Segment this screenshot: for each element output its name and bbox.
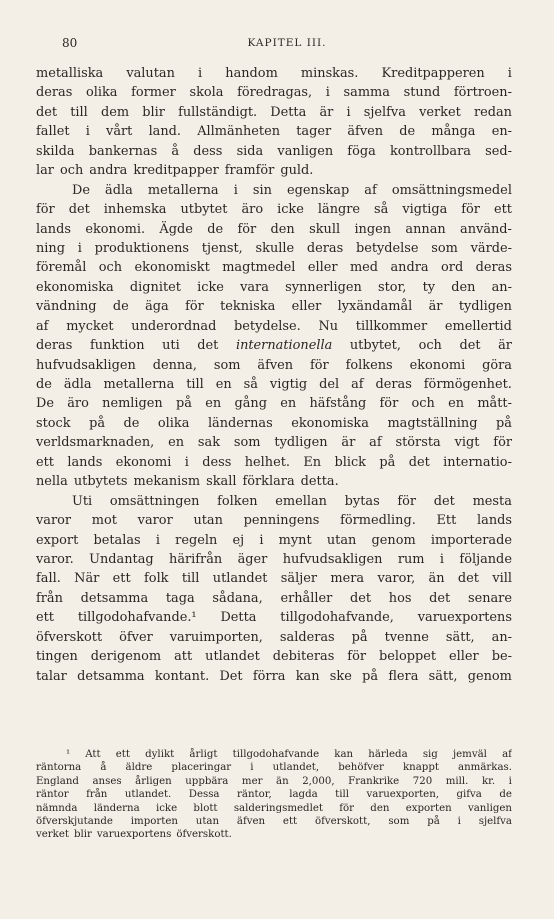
text-line: hufvudsakligen denna, som äfven för folkens ekonomi göra xyxy=(36,357,512,373)
text-line: de ädla metallerna till en så vigtig del af deras förmögenhet. xyxy=(36,377,512,392)
text-line: från detsamma taga sådana, erhåller det hos det senare xyxy=(36,590,512,606)
page-number: 80 xyxy=(62,36,78,50)
text-line: deras olika former skola föredragas, i samma stund förtroen- xyxy=(36,85,512,101)
text-line: verldsmarknaden, en sak som tydligen är af största vigt för xyxy=(36,435,512,451)
text-line: ett lands ekonomi i dess helhet. En blick på det internatio- xyxy=(36,454,512,470)
text-line: export betalas i regeln ej i mynt utan genom importerade xyxy=(36,532,512,548)
footnote xyxy=(36,748,512,842)
footnote-line: räntorna å äldre placeringar i utlandet, behöfver knappt anmärkas. xyxy=(36,762,512,774)
text-line: skilda bankernas å dess sida vanligen föga kontrollbara sed- xyxy=(36,143,512,159)
footnote-line: räntor från utlandet. Dessa räntor, lagda till varuexporten, gifva de xyxy=(36,789,512,801)
body-text xyxy=(36,64,512,686)
text-line: ett tillgodohafvande.¹ Detta tillgodohafvande, varuexportens xyxy=(36,610,512,626)
footnote-line: öfverskjutande importen utan äfven ett öfverskott, som på i sjelfva xyxy=(36,815,512,827)
text-line: stock på de olika ländernas ekonomiska magtställning på xyxy=(36,415,512,431)
footnote-line: England anses årligen uppbära mer än 2,000, Frankrike 720 mill. kr. i xyxy=(36,775,512,787)
text-line: varor mot varor utan penningens förmedling. Ett lands xyxy=(36,513,512,529)
text-line: deras funktion uti det internationella utbytet, och det är xyxy=(36,338,512,354)
text-line: för det inhemska utbytet äro icke längre så vigtiga för ett xyxy=(36,202,512,218)
text-line: tingen derigenom att utlandet debiteras för beloppet eller be- xyxy=(36,649,512,665)
text-line: lands ekonomi. Ägde de för den skull ingen annan använd- xyxy=(36,221,512,237)
footnote-line: ¹ Att ett dylikt årligt tillgodohafvande kan härleda sig jemväl af xyxy=(66,749,512,760)
footnote-line: nämnda länderna icke blott salderingsmedlet för den exporten vanligen xyxy=(36,802,512,814)
text-line: lar och andra kreditpapper framför guld. xyxy=(36,163,314,179)
text-line: varor. Undantag härifrån äger hufvudsakligen rum i följande xyxy=(36,551,512,567)
text-line: det till dem blir fullständigt. Detta är i sjelfva verket redan xyxy=(36,104,512,120)
text-line: ekonomiska dignitet icke vara synnerligen stor, ty den an- xyxy=(36,279,512,295)
page-header xyxy=(62,36,512,52)
running-head: KAPITEL III. xyxy=(247,37,327,49)
text-line: öfverskott öfver varuimporten, salderas på tvenne sätt, an- xyxy=(36,629,512,645)
text-line: föremål och ekonomiskt magtmedel eller med andra ord deras xyxy=(36,260,512,276)
footnote-line: verket blir varuexportens öfverskott. xyxy=(36,829,232,841)
text-line: Uti omsättningen folken emellan bytas för det mesta xyxy=(72,493,512,509)
text-line: De ädla metallerna i sin egenskap af omsättningsmedel xyxy=(72,182,512,198)
text-line: ning i produktionens tjenst, skulle deras betydelse som värde- xyxy=(36,240,512,256)
text-line: De äro nemligen på en gång en häfstång för och en mått- xyxy=(36,396,512,412)
text-line: talar detsamma kontant. Det förra kan ske på flera sätt, genom xyxy=(36,668,512,684)
text-line: vändning de äga för tekniska eller lyxändamål är tydligen xyxy=(36,299,512,315)
text-line: nella utbytets mekanism skall förklara detta. xyxy=(36,474,339,490)
text-line: fall. När ett folk till utlandet säljer mera varor, än det vill xyxy=(36,571,512,587)
text-line: metalliska valutan i handom minskas. Kreditpapperen i xyxy=(36,66,512,81)
text-line: af mycket underordnad betydelse. Nu tillkommer emellertid xyxy=(36,318,512,334)
text-line: fallet i vårt land. Allmänheten tager äfven de många en- xyxy=(36,124,512,140)
